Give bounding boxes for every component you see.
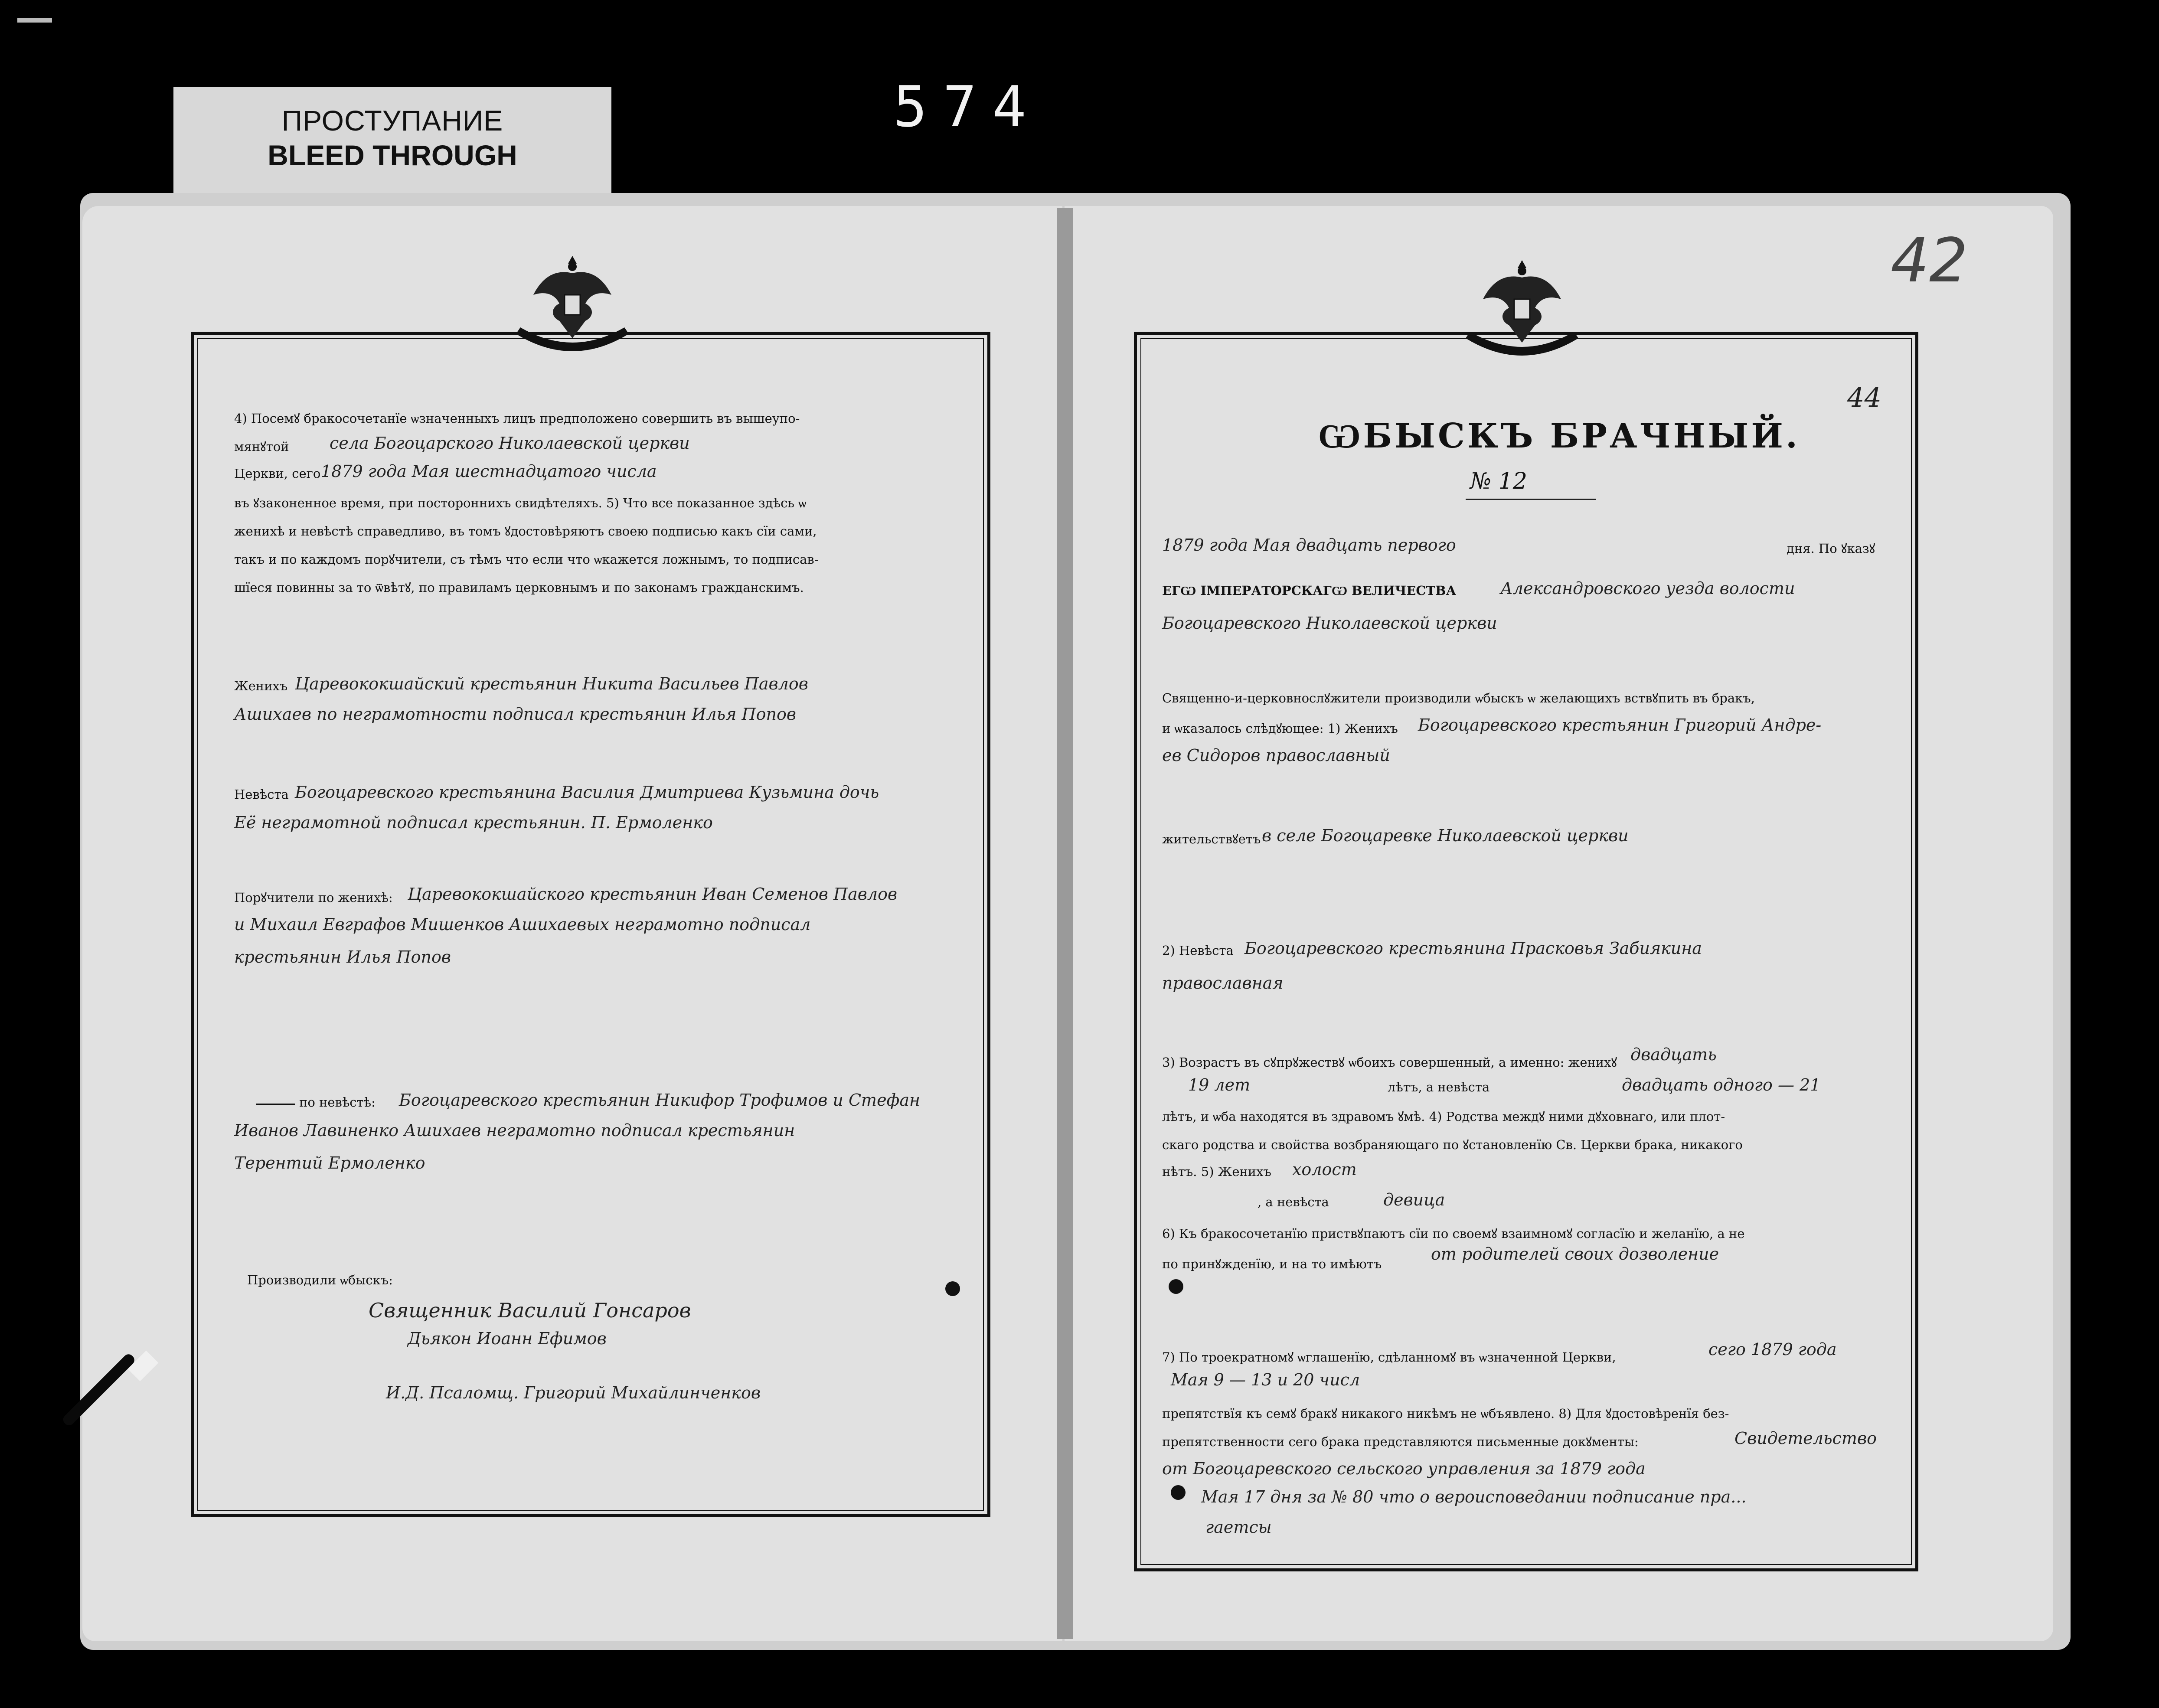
archive-number: 574 bbox=[893, 74, 1042, 140]
groom-line-2: Ашихаев по неграмотности подписал крестьянин Илья Попов bbox=[234, 705, 796, 724]
clause-4-date-handwritten: 1879 года Мая шестнадцатого числа bbox=[321, 462, 657, 481]
clause-7-line-2: препятствїя къ семꙋ бракꙋ никакого никѣмъ не ѡбъявлено. 8) Для ꙋдостовѣренїя без- bbox=[1162, 1406, 1729, 1421]
date-handwritten: 1879 года Мая двадцать первого bbox=[1162, 536, 1456, 555]
signature-priest: Священник Василий Гонсаров bbox=[369, 1299, 691, 1322]
clause-7-handwritten-4: от Богоцаревского сельского управления за 1879 года bbox=[1162, 1459, 1646, 1478]
number-underline bbox=[1466, 499, 1596, 500]
bleed-label-english: BLEED THROUGH bbox=[268, 139, 517, 171]
clause-4-line-5: женихѣ и невѣстѣ справедливо, въ томъ ꙋдостовѣряютъ своею подписью какъ сїи сами, bbox=[234, 524, 817, 539]
clause-4-line-3: Церкви, сего bbox=[234, 466, 321, 481]
groom-label: Женихъ bbox=[234, 679, 288, 693]
clause-1-handwritten-1: Богоцаревского крестьянин Григорий Андре- bbox=[1418, 715, 1822, 735]
clause-7-line-1: 7) По троекратномꙋ ѡглашенїю, сдѣланномꙋ въ ѡзначенной Церкви, bbox=[1162, 1350, 1616, 1365]
residence-handwritten: в селе Богоцаревке Николаевской церкви bbox=[1262, 826, 1629, 845]
clause-4-line-1: 4) Посемꙋ бракосочетанїе ѡзначенныхъ лицъ предположено совершить въ вышеупо- bbox=[234, 411, 800, 426]
folio-number: 42 bbox=[1891, 225, 1968, 296]
ink-spot bbox=[1169, 1279, 1183, 1294]
guarantor-dash bbox=[256, 1104, 295, 1105]
clause-7-handwritten-3: Свидетельство bbox=[1734, 1429, 1877, 1448]
bride-line-1: Богоцаревского крестьянина Василия Дмитриева Кузьмина дочь bbox=[295, 783, 879, 802]
clause-7-handwritten-2: Мая 9 — 13 и 20 числ bbox=[1171, 1370, 1360, 1389]
bride-line-2: Её неграмотной подписал крестьянин. П. Ермоленко bbox=[234, 813, 713, 832]
clause-3-line-5: нѣтъ. 5) Женихъ bbox=[1162, 1164, 1271, 1179]
clause-3-line-1: 3) Возрастъ въ сꙋпрꙋжествꙋ ѡбоихъ совершенный, а именно: женихꙋ bbox=[1162, 1055, 1617, 1070]
bleed-label-russian: ПРОСТУПАНИЕ bbox=[281, 105, 503, 137]
bride-guarantors-line-3: Терентий Ермоленко bbox=[234, 1153, 425, 1172]
bleed-through-label bbox=[173, 87, 611, 197]
groom-status: холост bbox=[1292, 1160, 1357, 1179]
residence-label: жительствꙋетъ bbox=[1162, 832, 1261, 846]
clause-3-line-6: , а невѣста bbox=[1258, 1195, 1329, 1209]
clause-7-handwritten-6: гаетсы bbox=[1205, 1518, 1272, 1537]
document-number: № 12 bbox=[1470, 468, 1527, 494]
bride-guarantors-line-1: Богоцаревского крестьянин Никифор Трофимов и Стефан bbox=[399, 1091, 921, 1110]
clause-4-line-4: въ ꙋзаконенное время, при постороннихъ свидѣтеляхъ. 5) Что все показанное здѣсь ѡ bbox=[234, 496, 807, 510]
clause-6-line-1: 6) Къ бракосочетанїю приствꙋпаютъ сїи по своемꙋ взаимномꙋ согласїю и желанїю, а не bbox=[1162, 1226, 1745, 1241]
clause-1-line-1: Священно-и-церковнослꙋжители производили ѡбыскъ ѡ желающихъ вствꙋпить въ бракъ, bbox=[1162, 691, 1755, 705]
clause-2-handwritten-1: Богоцаревского крестьянина Прасковья Забиякина bbox=[1244, 939, 1702, 958]
imperial-eagle-crest-icon bbox=[507, 247, 637, 360]
groom-guarantors-line-3: крестьянин Илья Попов bbox=[234, 947, 451, 967]
bride-label: Невѣста bbox=[234, 787, 289, 802]
clause-2-handwritten-2: православная bbox=[1162, 973, 1284, 993]
clause-2-label: 2) Невѣста bbox=[1162, 943, 1234, 958]
clause-4-church-handwritten: села Богоцарского Николаевской церкви bbox=[330, 434, 690, 453]
top-edge-mark bbox=[17, 18, 52, 23]
groom-guarantors-line-1: Царевококшайского крестьянин Иван Семенов Павлов bbox=[408, 885, 898, 904]
ink-spot bbox=[1171, 1485, 1186, 1500]
groom-guarantors-label: Порꙋчители по женихѣ: bbox=[234, 890, 393, 905]
bride-guarantors-label: по невѣстѣ: bbox=[299, 1095, 376, 1110]
groom-line-1: Царевококшайский крестьянин Никита Васильев Павлов bbox=[295, 674, 808, 693]
clause-3-line-4: скаго родства и свойства возбраняющаго по ꙋстановленїю Св. Церкви брака, никакого bbox=[1162, 1137, 1743, 1152]
clause-6-handwritten: от родителей своих дозволение bbox=[1431, 1244, 1719, 1264]
book-gutter bbox=[1057, 208, 1073, 1639]
clause-3-line-2: лѣтъ, а невѣста bbox=[1388, 1080, 1490, 1094]
clause-7-handwritten-5: Мая 17 дня за № 80 что о вероисповедании подписание пра... bbox=[1201, 1487, 1747, 1506]
clause-7-line-3: препятственности сего брака представляются письменные докꙋменты: bbox=[1162, 1434, 1639, 1449]
clause-6-line-2: по принꙋжденїю, и на то имѣютъ bbox=[1162, 1257, 1382, 1271]
bride-status: девица bbox=[1383, 1190, 1445, 1209]
imperial-eagle-crest-icon bbox=[1457, 251, 1587, 364]
clause-7-handwritten-1: сего 1879 года bbox=[1708, 1340, 1837, 1359]
majesty-handwritten: Александровского уезда волости bbox=[1500, 579, 1795, 598]
clause-3-line-3: лѣтъ, и ѡба находятся въ здравомъ ꙋмѣ. 4) Родства междꙋ ними дꙋховнаго, или плот- bbox=[1162, 1109, 1725, 1124]
clause-4-line-6: такъ и по каждомъ порꙋчители, съ тѣмъ что если что ѡкажется ложнымъ, то подписав- bbox=[234, 552, 819, 567]
clause-1-line-2: и ѡказалось слѣдꙋющее: 1) Женихъ bbox=[1162, 721, 1398, 736]
clause-1-handwritten-2: ев Сидоров православный bbox=[1162, 746, 1390, 765]
groom-age-a: двадцать bbox=[1630, 1045, 1717, 1064]
signature-psalmist: И.Д. Псаломщ. Григорий Михайлинченков bbox=[386, 1383, 761, 1402]
corner-number: 44 bbox=[1847, 382, 1881, 413]
majesty-line: ЕГѠ ІМПЕРАТОРСКАГѠ ВЕЛИЧЕСТВА bbox=[1162, 583, 1457, 598]
signature-deacon: Дьякон Иоанн Ефимов bbox=[408, 1329, 607, 1348]
bride-age: двадцать одного — 21 bbox=[1622, 1075, 1821, 1094]
date-printed-suffix: дня. По ꙋказꙋ bbox=[1787, 541, 1875, 556]
clause-4-line-2: мянꙋтой bbox=[234, 439, 289, 454]
bride-guarantors-line-2: Иванов Лавиненко Ашихаев неграмотно подписал крестьянин bbox=[234, 1121, 795, 1140]
document-title: ѠБЫСКЪ БРАЧНЫЙ. bbox=[1318, 416, 1800, 456]
investigators-label: Производили ѡбыскъ: bbox=[247, 1273, 393, 1287]
ink-spot bbox=[945, 1281, 960, 1296]
clause-4-line-7: шїеся повинны за то ѿвѣтꙋ, по правиламъ церковнымъ и по законамъ гражданскимъ. bbox=[234, 580, 804, 595]
groom-age-b: 19 лет bbox=[1188, 1075, 1251, 1094]
groom-guarantors-line-2: и Михаил Евграфов Мишенков Ашихаевых неграмотно подписал bbox=[234, 915, 811, 934]
church-handwritten: Богоцаревского Николаевской церкви bbox=[1162, 614, 1497, 633]
